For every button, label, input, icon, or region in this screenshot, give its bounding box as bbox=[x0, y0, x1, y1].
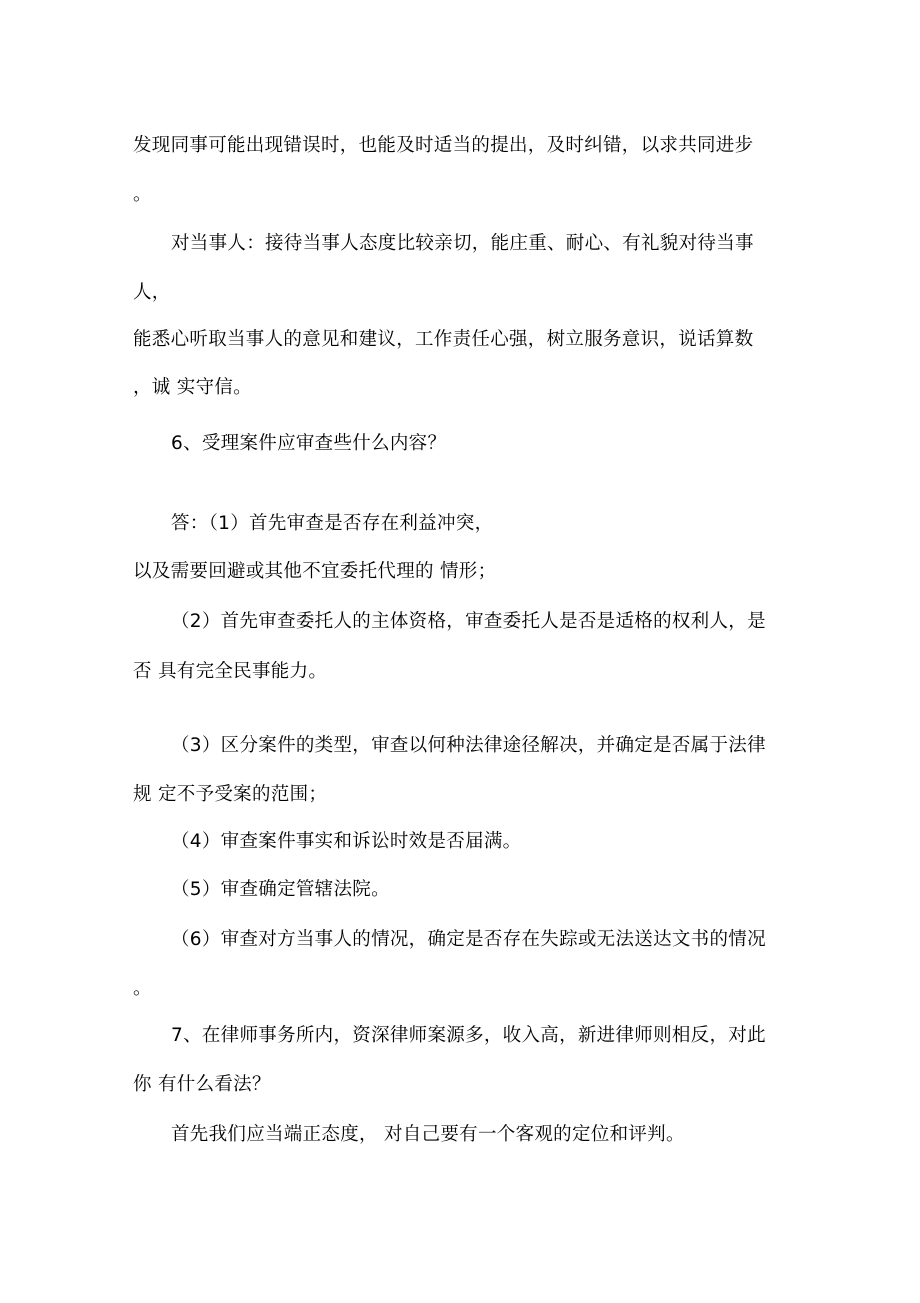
text-line: 你 有什么看法？ bbox=[133, 1074, 271, 1095]
text-line: 。 bbox=[133, 978, 152, 999]
text-line: 能悉心听取当事人的意见和建议，工作责任心强，树立服务意识，说话算数 bbox=[133, 329, 754, 350]
text-line: （2）首先审查委托人的主体资格，审查委托人是否是适格的权利人，是 bbox=[171, 611, 766, 632]
text-line: 规 定不予受案的范围； bbox=[133, 784, 328, 805]
question-heading: 6、受理案件应审查些什么内容？ bbox=[171, 433, 447, 454]
text-line: 以及需要回避或其他不宜委托代理的 情形； bbox=[133, 561, 497, 582]
question-heading: 7、在律师事务所内，资深律师案源多，收入高，新进律师则相反，对此 bbox=[171, 1025, 766, 1046]
text-line: ，诚 实守信。 bbox=[133, 377, 252, 398]
text-line: （3）区分案件的类型，审查以何种法律途径解决，并确定是否属于法律 bbox=[171, 735, 766, 756]
text-line: 发现同事可能出现错误时，也能及时适当的提出，及时纠错，以求共同进步 bbox=[133, 135, 754, 156]
text-line: （5）审查确定管辖法院。 bbox=[171, 879, 390, 900]
text-line: 。 bbox=[133, 184, 152, 205]
text-line: 对当事人：接待当事人态度比较亲切，能庄重、耐心、有礼貌对待当事 bbox=[171, 233, 754, 254]
text-line: 首先我们应当端正态度， 对自己要有一个客观的定位和评判。 bbox=[171, 1124, 685, 1145]
text-line: 人， bbox=[133, 282, 171, 303]
text-line: （4）审查案件事实和诉讼时效是否届满。 bbox=[171, 831, 522, 852]
text-line: 否 具有完全民事能力。 bbox=[133, 661, 328, 682]
text-line: （6）审查对方当事人的情况，确定是否存在失踪或无法送达文书的情况 bbox=[171, 929, 766, 950]
text-line: 答：（1）首先审查是否存在利益冲突， bbox=[171, 513, 494, 534]
